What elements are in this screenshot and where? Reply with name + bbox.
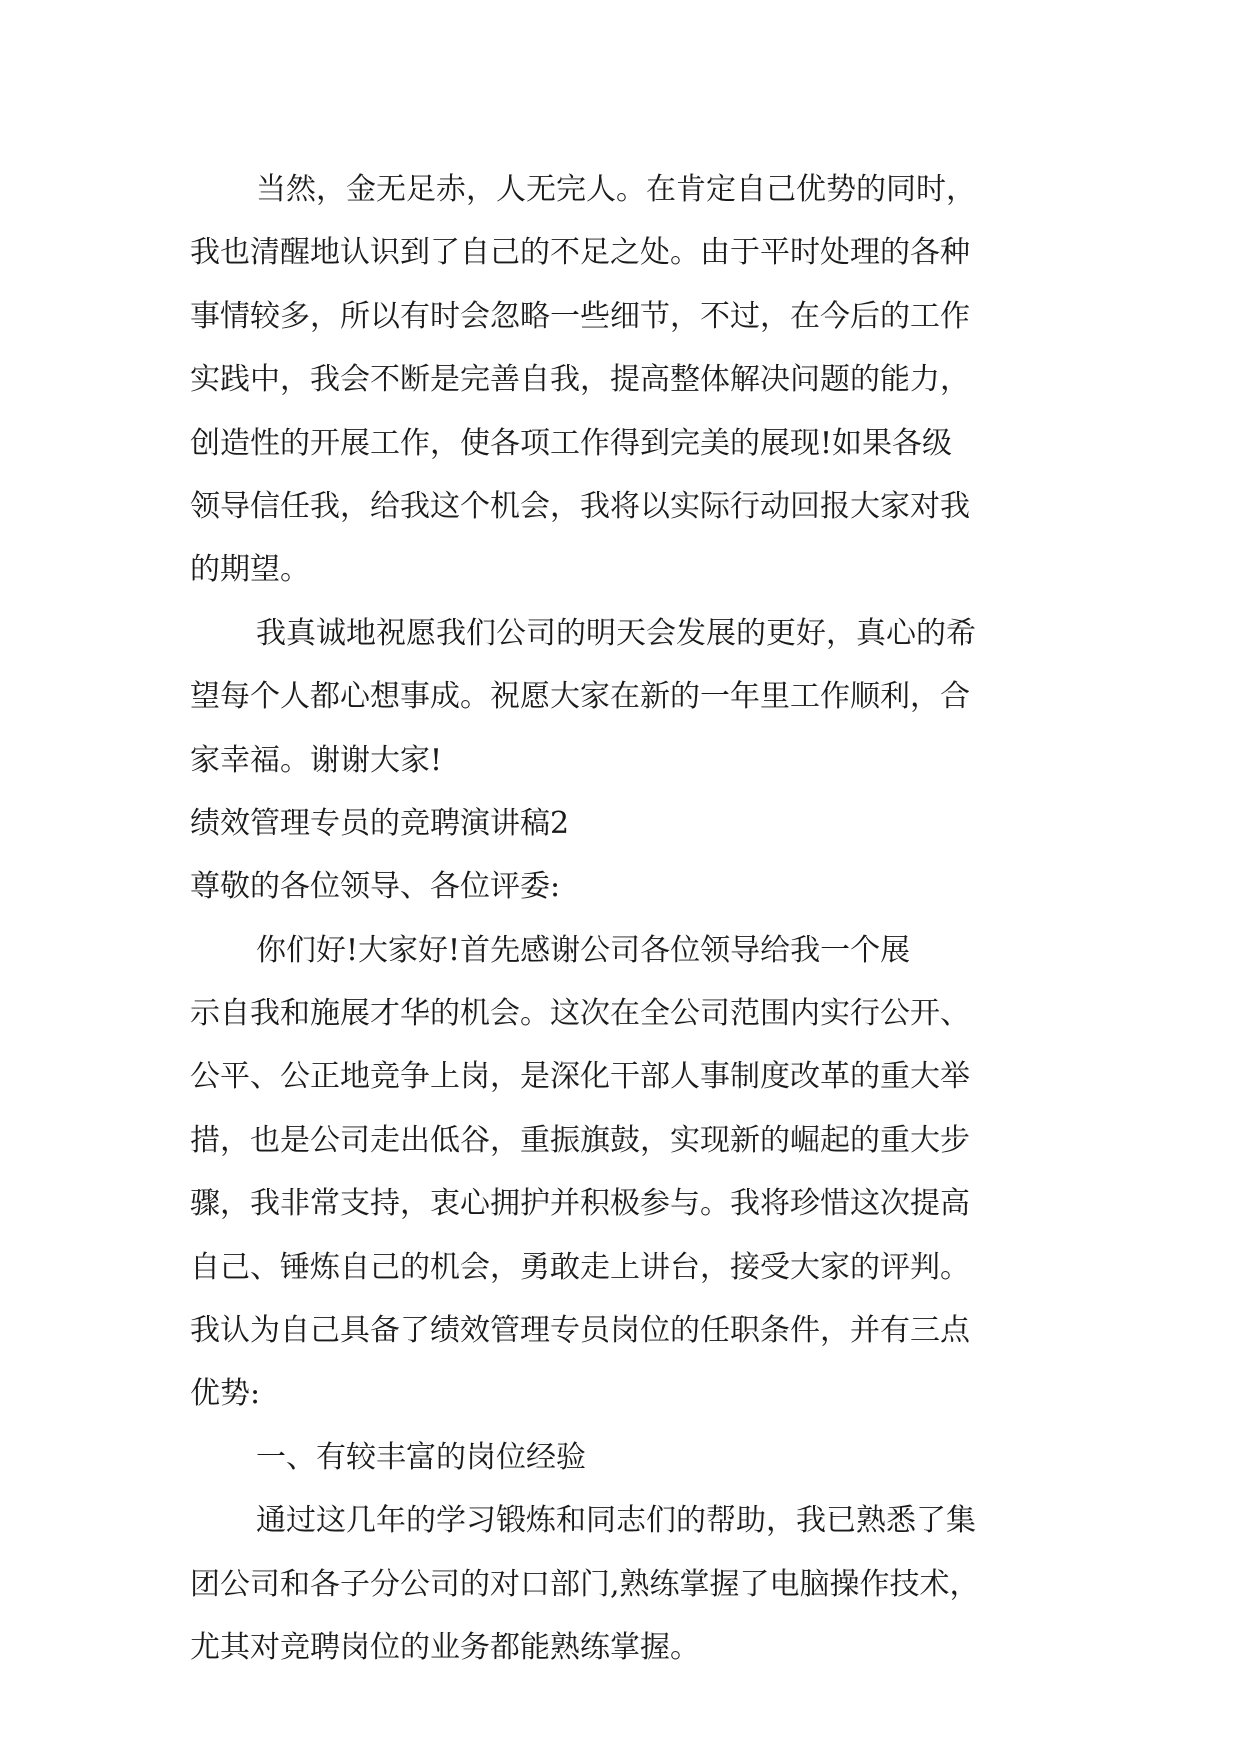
text-line: 望每个人都心想事成。祝愿大家在新的一年里工作顺利，合 [190,679,970,715]
text-line: 家幸福。谢谢大家! [190,742,443,778]
text-line: 措，也是公司走出低谷，重振旗鼓，实现新的崛起的重大步 [190,1122,970,1158]
text-line: 优势: [190,1376,261,1412]
text-line: 当然，金无足赤，人无完人。在肯定自己优势的同时， [256,172,976,207]
text-line: 我认为自己具备了绩效管理专员岗位的任职条件，并有三点 [190,1313,970,1349]
salutation: 尊敬的各位领导、各位评委: [190,869,561,905]
text-line: 骤，我非常支持，衷心拥护并积极参与。我将珍惜这次提高 [190,1186,970,1222]
document-body [190,158,1060,1679]
text-line: 你们好!大家好!首先感谢公司各位领导给我一个展 [256,932,911,968]
text-line: 我真诚地祝愿我们公司的明天会发展的更好，真心的希 [256,615,976,651]
text-line: 的期望。 [190,552,310,588]
text-line: 领导信任我，给我这个机会，我将以实际行动回报大家对我 [190,488,970,524]
text-line: 示自我和施展才华的机会。这次在全公司范围内实行公开、 [190,996,970,1032]
text-line: 实践中，我会不断是完善自我，提高整体解决问题的能力， [190,362,970,398]
text-line: 通过这几年的学习锻炼和同志们的帮助，我已熟悉了集 [256,1503,976,1539]
section-heading: 绩效管理专员的竞聘演讲稿2 [190,805,570,841]
text-line: 公平、公正地竞争上岗，是深化干部人事制度改革的重大举 [190,1059,970,1095]
text-line: 团公司和各子分公司的对口部门,熟练掌握了电脑操作技术， [190,1566,980,1602]
text-line: 事情较多，所以有时会忽略一些细节，不过，在今后的工作 [190,298,970,334]
text-line: 我也清醒地认识到了自己的不足之处。由于平时处理的各种 [190,235,970,271]
text-line: 自己、锤炼自己的机会，勇敢走上讲台，接受大家的评判。 [190,1249,970,1285]
text-line: 尤其对竞聘岗位的业务都能熟练掌握。 [190,1629,700,1665]
text-line: 创造性的开展工作，使各项工作得到完美的展现!如果各级 [190,425,953,461]
subheading: 一、有较丰富的岗位经验 [256,1439,586,1475]
